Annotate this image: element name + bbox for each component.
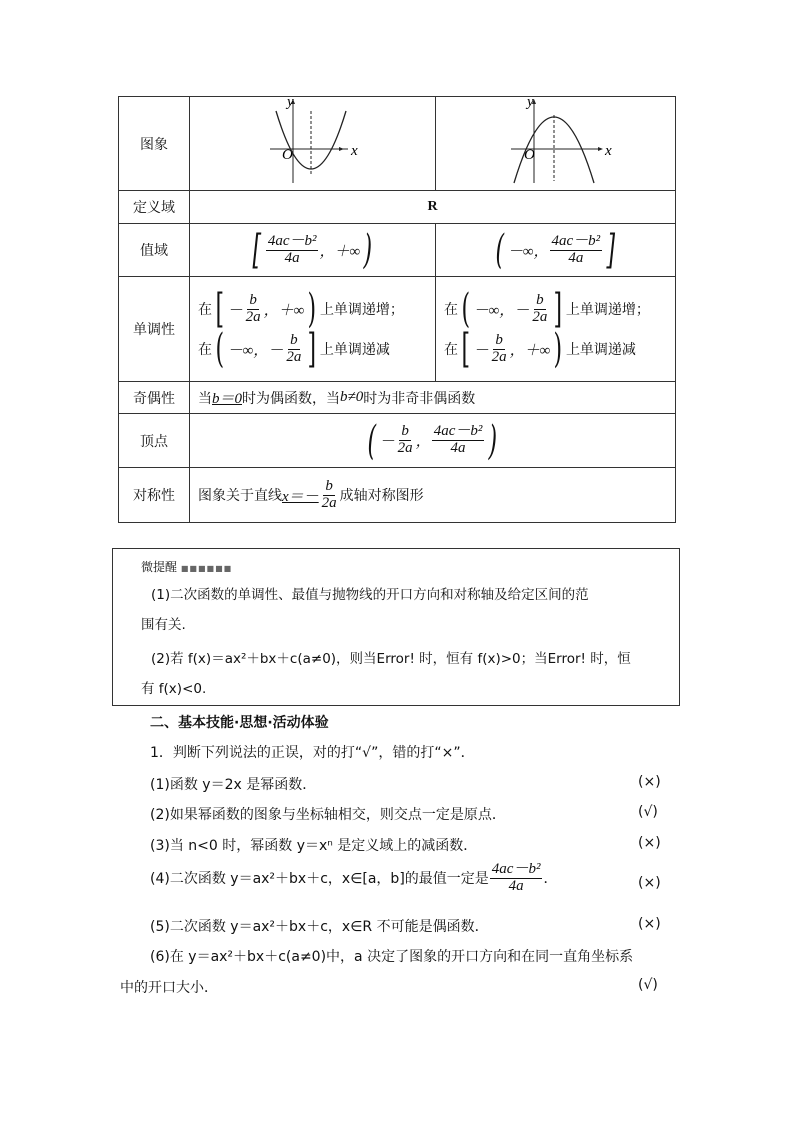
- quadratic-properties-table: [118, 96, 676, 523]
- mono-frac-den: 2a: [245, 308, 261, 325]
- range-down-denominator: 4a: [568, 249, 584, 266]
- item-1-text: (1)函数 y＝2x 是幂函数．: [150, 777, 317, 793]
- vertex-value: ( － $\frac{b}{2a}$ ， $\frac{\text{4ac－b²}}{4a}$ ): [190, 414, 676, 468]
- tip-dots-icon: ■■■■■■: [180, 564, 233, 573]
- monotonicity-opening-down: 在 ( －∞，－ $\frac{b}{2a}$ ] 上单调递增； 在 [ － $\frac{b}{2a}$ ，＋∞ ) 上单调递减: [436, 277, 676, 382]
- vertex-y-den: 4a: [450, 440, 466, 456]
- vertex-frac-den: 2a: [397, 440, 413, 456]
- range-down-head: －∞，: [507, 243, 549, 260]
- tip-title: [141, 558, 232, 575]
- symmetry-text: 图象关于直线: [198, 488, 282, 504]
- item-4-mark: (×): [638, 875, 661, 891]
- item-1-mark: (×): [638, 774, 661, 790]
- mono-text: 上单调递增；: [565, 302, 650, 318]
- tip-box: [112, 548, 680, 706]
- y-axis-label-right: y: [527, 97, 534, 110]
- mono-text: 在: [444, 342, 458, 358]
- mono-frac-num: b: [249, 291, 257, 308]
- mono-text: 上单调递减: [319, 342, 390, 358]
- row-header-vertex: 顶点: [119, 414, 190, 468]
- graph-opening-up: [190, 97, 436, 191]
- parity-text: 时为非奇非偶函数: [363, 390, 476, 407]
- range-up-tail: ，＋∞: [319, 243, 361, 260]
- tip-paragraph-1: (1)二次函数的单调性、最值与抛物线的开口方向和对称轴及给定区间的范: [151, 587, 589, 603]
- vertex-frac-num: b: [401, 423, 409, 440]
- parabola-down-graph: [436, 97, 676, 186]
- mono-text: ，＋∞: [263, 302, 305, 319]
- row-header-range: 值域: [119, 224, 190, 277]
- mono-frac-den: 2a: [491, 348, 507, 365]
- question-1: 1．判断下列说法的正误，对的打“√”，错的打“×”．: [150, 745, 475, 761]
- row-header-domain: 定义域: [119, 191, 190, 224]
- symmetry-frac-num: b: [325, 477, 333, 494]
- item-5-text: (5)二次函数 y＝ax²＋bx＋c，x∈R 不可能是偶函数．: [150, 919, 489, 935]
- item-4-tail: ．: [543, 871, 558, 888]
- graph-opening-down: [436, 97, 676, 191]
- item-5-mark: (×): [638, 916, 661, 932]
- mono-text: －∞，－: [227, 342, 284, 359]
- parity-even-condition: b＝0: [212, 391, 243, 407]
- range-up-numerator: 4ac－b²: [267, 232, 317, 249]
- origin-label-right: O: [524, 147, 535, 163]
- parity-text: 时为偶函数，当: [242, 390, 341, 407]
- row-header-graph: 图象: [119, 97, 190, 191]
- mono-text: 在: [198, 302, 212, 318]
- y-axis-label: y: [287, 97, 294, 110]
- range-up-denominator: 4a: [284, 249, 300, 266]
- mono-frac-den: 2a: [286, 348, 302, 365]
- item-6-mark: (√): [638, 977, 658, 993]
- item-3-text: (3)当 n<0 时，幂函数 y＝xⁿ 是定义域上的减函数．: [150, 838, 478, 854]
- row-header-monotonicity: 单调性: [119, 277, 190, 382]
- symmetry-axis: x＝－: [282, 488, 319, 505]
- mono-text: 上单调递增；: [319, 302, 404, 318]
- x-axis-label: x: [351, 143, 358, 159]
- mono-text: ，＋∞: [509, 342, 551, 359]
- parabola-up-graph: [190, 97, 435, 186]
- mono-frac-num: b: [290, 331, 298, 348]
- section-title: 二、基本技能·思想·活动体验: [150, 715, 329, 731]
- mono-frac-num: b: [536, 291, 544, 308]
- item-6-text: (6)在 y＝ax²＋bx＋c(a≠0)中，a 决定了图象的开口方向和在同一直角坐标系: [150, 949, 634, 965]
- symmetry-text: 成轴对称图形: [339, 488, 424, 504]
- range-down-numerator: 4ac－b²: [551, 232, 601, 249]
- range-opening-up: [ $\frac{\text{4ac－b²}}{4a}$ ，＋∞ ): [190, 224, 436, 277]
- item-6-text-cont: 中的开口大小．: [120, 980, 218, 996]
- item-2-mark: (√): [638, 804, 658, 820]
- mono-text: －∞，－: [473, 302, 530, 319]
- item-4: [150, 862, 557, 895]
- tip-title-text: 微提醒: [141, 560, 178, 574]
- symmetry-value: [190, 468, 676, 523]
- mono-text: －: [473, 342, 489, 359]
- origin-label: O: [282, 147, 293, 163]
- range-opening-down: ( －∞， $\frac{\text{4ac－b²}}{4a}$ ]: [436, 224, 676, 277]
- item-4-text: (4)二次函数 y＝ax²＋bx＋c，x∈[a，b]的最值一定是: [150, 871, 489, 888]
- parity-odd-condition: b≠0: [340, 389, 364, 405]
- tip-paragraph-1-cont: 围有关.: [141, 617, 186, 633]
- item-2-text: (2)如果幂函数的图象与坐标轴相交，则交点一定是原点．: [150, 807, 506, 823]
- mono-text: 在: [444, 302, 458, 318]
- tip-paragraph-2: (2)若 f(x)＝ax²＋bx＋c(a≠0)，则当Error! 时，恒有 f(x)>0；当Error! 时，恒: [151, 651, 631, 667]
- mono-text: 上单调递减: [565, 342, 636, 358]
- symmetry-frac-den: 2a: [321, 494, 337, 511]
- mono-frac-num: b: [495, 331, 503, 348]
- vertex-text: ，: [415, 434, 431, 450]
- mono-text: 在: [198, 342, 212, 358]
- x-axis-label-right: x: [605, 143, 612, 159]
- parity-text: 当: [198, 390, 212, 407]
- tip-paragraph-2-cont: 有 f(x)<0.: [141, 681, 207, 697]
- vertex-text: －: [379, 434, 395, 450]
- row-header-parity: 奇偶性: [119, 382, 190, 414]
- item-4-frac-num: 4ac－b²: [491, 861, 541, 877]
- row-header-symmetry: 对称性: [119, 468, 190, 523]
- parity-value: [190, 382, 676, 414]
- vertex-y-num: 4ac－b²: [433, 423, 483, 440]
- domain-value: R: [190, 191, 676, 224]
- item-4-frac-den: 4a: [508, 877, 524, 894]
- mono-text: －: [227, 302, 243, 319]
- item-3-mark: (×): [638, 835, 661, 851]
- monotonicity-opening-up: 在 [ － $\frac{b}{2a}$ ，＋∞ ) 上单调递增； 在 ( －∞，－ $\frac{b}{2a}$ ] 上单调递减: [190, 277, 436, 382]
- mono-frac-den: 2a: [532, 308, 548, 325]
